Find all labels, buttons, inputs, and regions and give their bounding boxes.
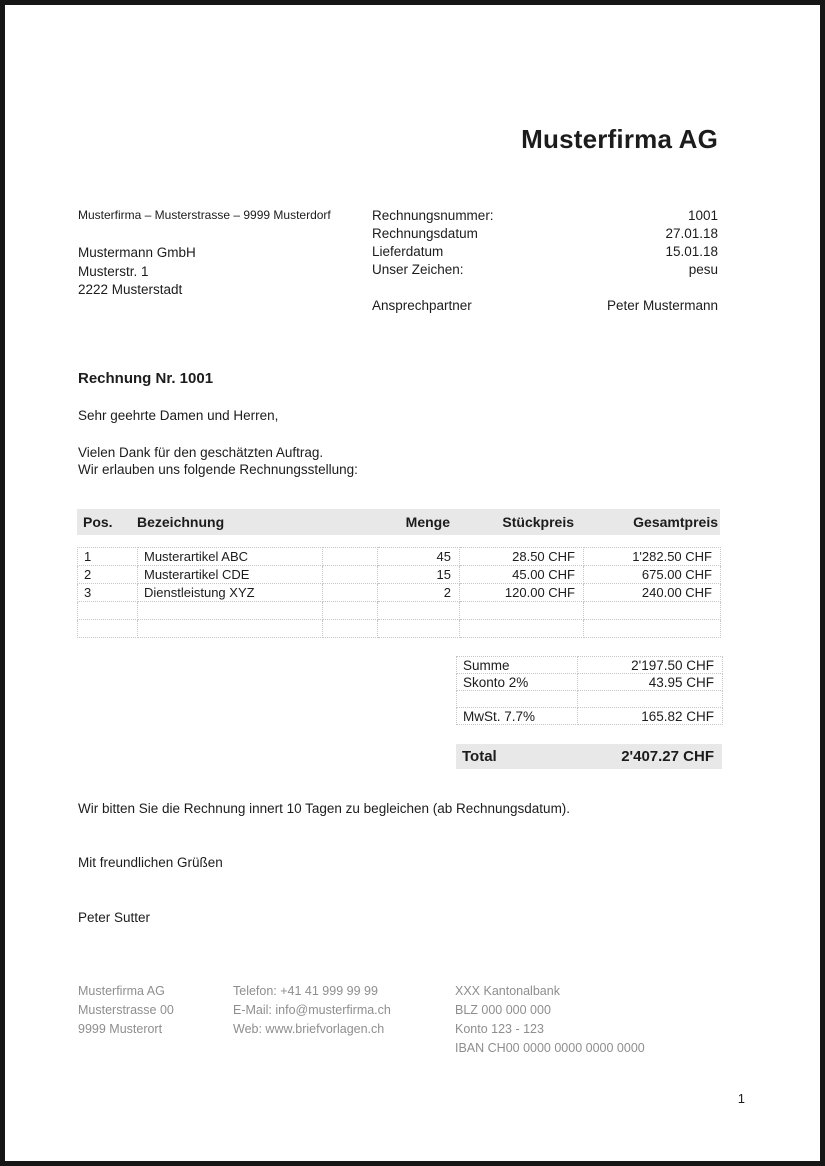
page-number: 1 [737, 1091, 745, 1106]
closing-greeting: Mit freundlichen Grüßen [78, 855, 223, 870]
cell-quantity: 15 [378, 566, 460, 584]
footer-web: Web: www.briefvorlagen.ch [233, 1022, 385, 1036]
cell-unit-price: 120.00 CHF [460, 584, 584, 602]
cell-spacer [323, 566, 378, 584]
col-header-quantity: Menge [405, 514, 450, 530]
cell-pos: 2 [78, 566, 138, 584]
meta-row-invoice-number [372, 207, 718, 225]
intro-line: Vielen Dank für den geschätzten Auftrag. [78, 445, 324, 460]
cell-unit-price: 28.50 CHF [460, 548, 584, 566]
footer-iban: IBAN CH00 0000 0000 0000 0000 [455, 1041, 645, 1055]
recipient-city: 2222 Musterstadt [78, 282, 183, 297]
footer-bank-column [455, 982, 645, 1058]
meta-row-reference [372, 261, 718, 279]
summary-value: 43.95 CHF [578, 674, 723, 691]
cell-quantity: 2 [378, 584, 460, 602]
summary-label: Skonto 2% [457, 674, 578, 691]
cell-pos: 1 [78, 548, 138, 566]
table-row [78, 548, 721, 566]
cell-pos: 3 [78, 584, 138, 602]
sender-address-line: Musterfirma – Musterstrasse – 9999 Musterdorf [78, 208, 331, 222]
footer-phone: Telefon: +41 41 999 99 99 [233, 984, 378, 998]
table-row [78, 566, 721, 584]
recipient-address-block [78, 244, 196, 300]
meta-row-contact-person [372, 297, 718, 315]
summary-row-vat [457, 708, 723, 725]
meta-value: 27.01.18 [665, 226, 718, 241]
salutation: Sehr geehrte Damen und Herren, [78, 408, 279, 423]
signature-name: Peter Sutter [78, 910, 151, 925]
intro-paragraph [78, 445, 358, 478]
cell-description: Musterartikel ABC [138, 548, 323, 566]
footer-blz: BLZ 000 000 000 [455, 1003, 551, 1017]
col-header-total-price: Gesamtpreis [633, 514, 718, 530]
cell-total-price: 240.00 CHF [584, 584, 721, 602]
table-empty-row [78, 620, 721, 638]
items-table [77, 547, 721, 638]
cell-description: Musterartikel CDE [138, 566, 323, 584]
meta-label: Unser Zeichen: [372, 262, 464, 277]
meta-label: Rechnungsnummer: [372, 208, 494, 223]
meta-row-delivery-date [372, 243, 718, 261]
intro-line: Wir erlauben uns folgende Rechnungsstellung: [78, 461, 358, 477]
meta-value: Peter Mustermann [606, 298, 718, 313]
cell-total-price: 1'282.50 CHF [584, 548, 721, 566]
cell-quantity: 45 [378, 548, 460, 566]
recipient-name: Mustermann GmbH [78, 245, 196, 260]
cell-unit-price: 45.00 CHF [460, 566, 584, 584]
col-header-description: Bezeichnung [137, 514, 225, 530]
invoice-meta-block [372, 207, 718, 315]
col-header-unit-price: Stückpreis [502, 514, 574, 530]
cell-spacer [323, 584, 378, 602]
meta-value: 15.01.18 [665, 244, 718, 259]
meta-value: 1001 [687, 208, 718, 223]
footer-company-column [78, 982, 174, 1039]
company-title: Musterfirma AG [521, 124, 718, 154]
meta-value: pesu [688, 262, 718, 277]
summary-row-discount [457, 674, 723, 691]
total-bar [456, 744, 722, 769]
meta-label: Lieferdatum [372, 244, 444, 259]
meta-label: Rechnungsdatum [372, 226, 478, 241]
summary-label: MwSt. 7.7% [457, 708, 578, 725]
total-value: 2'407.27 CHF [621, 748, 714, 765]
summary-value: 165.82 CHF [578, 708, 723, 725]
items-table-header [77, 509, 720, 535]
col-header-pos: Pos. [83, 514, 113, 530]
summary-row-subtotal [457, 657, 723, 674]
footer-line: 9999 Musterort [78, 1022, 163, 1036]
footer-line: Musterfirma AG [78, 984, 165, 998]
meta-row-invoice-date [372, 225, 718, 243]
summary-table [456, 656, 723, 725]
invoice-subject: Rechnung Nr. 1001 [78, 370, 214, 387]
total-label: Total [462, 748, 497, 765]
table-empty-row [78, 602, 721, 620]
footer-konto: Konto 123 - 123 [455, 1022, 544, 1036]
footer-bank-name: XXX Kantonalbank [455, 984, 560, 998]
summary-value: 2'197.50 CHF [578, 657, 723, 674]
footer-line: Musterstrasse 00 [78, 1003, 174, 1017]
table-row [78, 584, 721, 602]
recipient-street: Musterstr. 1 [78, 263, 149, 279]
summary-row-empty [457, 691, 723, 708]
footer-email: E-Mail: info@musterfirma.ch [233, 1003, 391, 1017]
cell-total-price: 675.00 CHF [584, 566, 721, 584]
payment-note: Wir bitten Sie die Rechnung innert 10 Tagen zu begleichen (ab Rechnungsdatum). [78, 801, 571, 816]
footer-contact-column [233, 982, 391, 1039]
cell-description: Dienstleistung XYZ [138, 584, 323, 602]
meta-label: Ansprechpartner [372, 298, 472, 313]
cell-spacer [323, 548, 378, 566]
summary-label: Summe [457, 657, 578, 674]
